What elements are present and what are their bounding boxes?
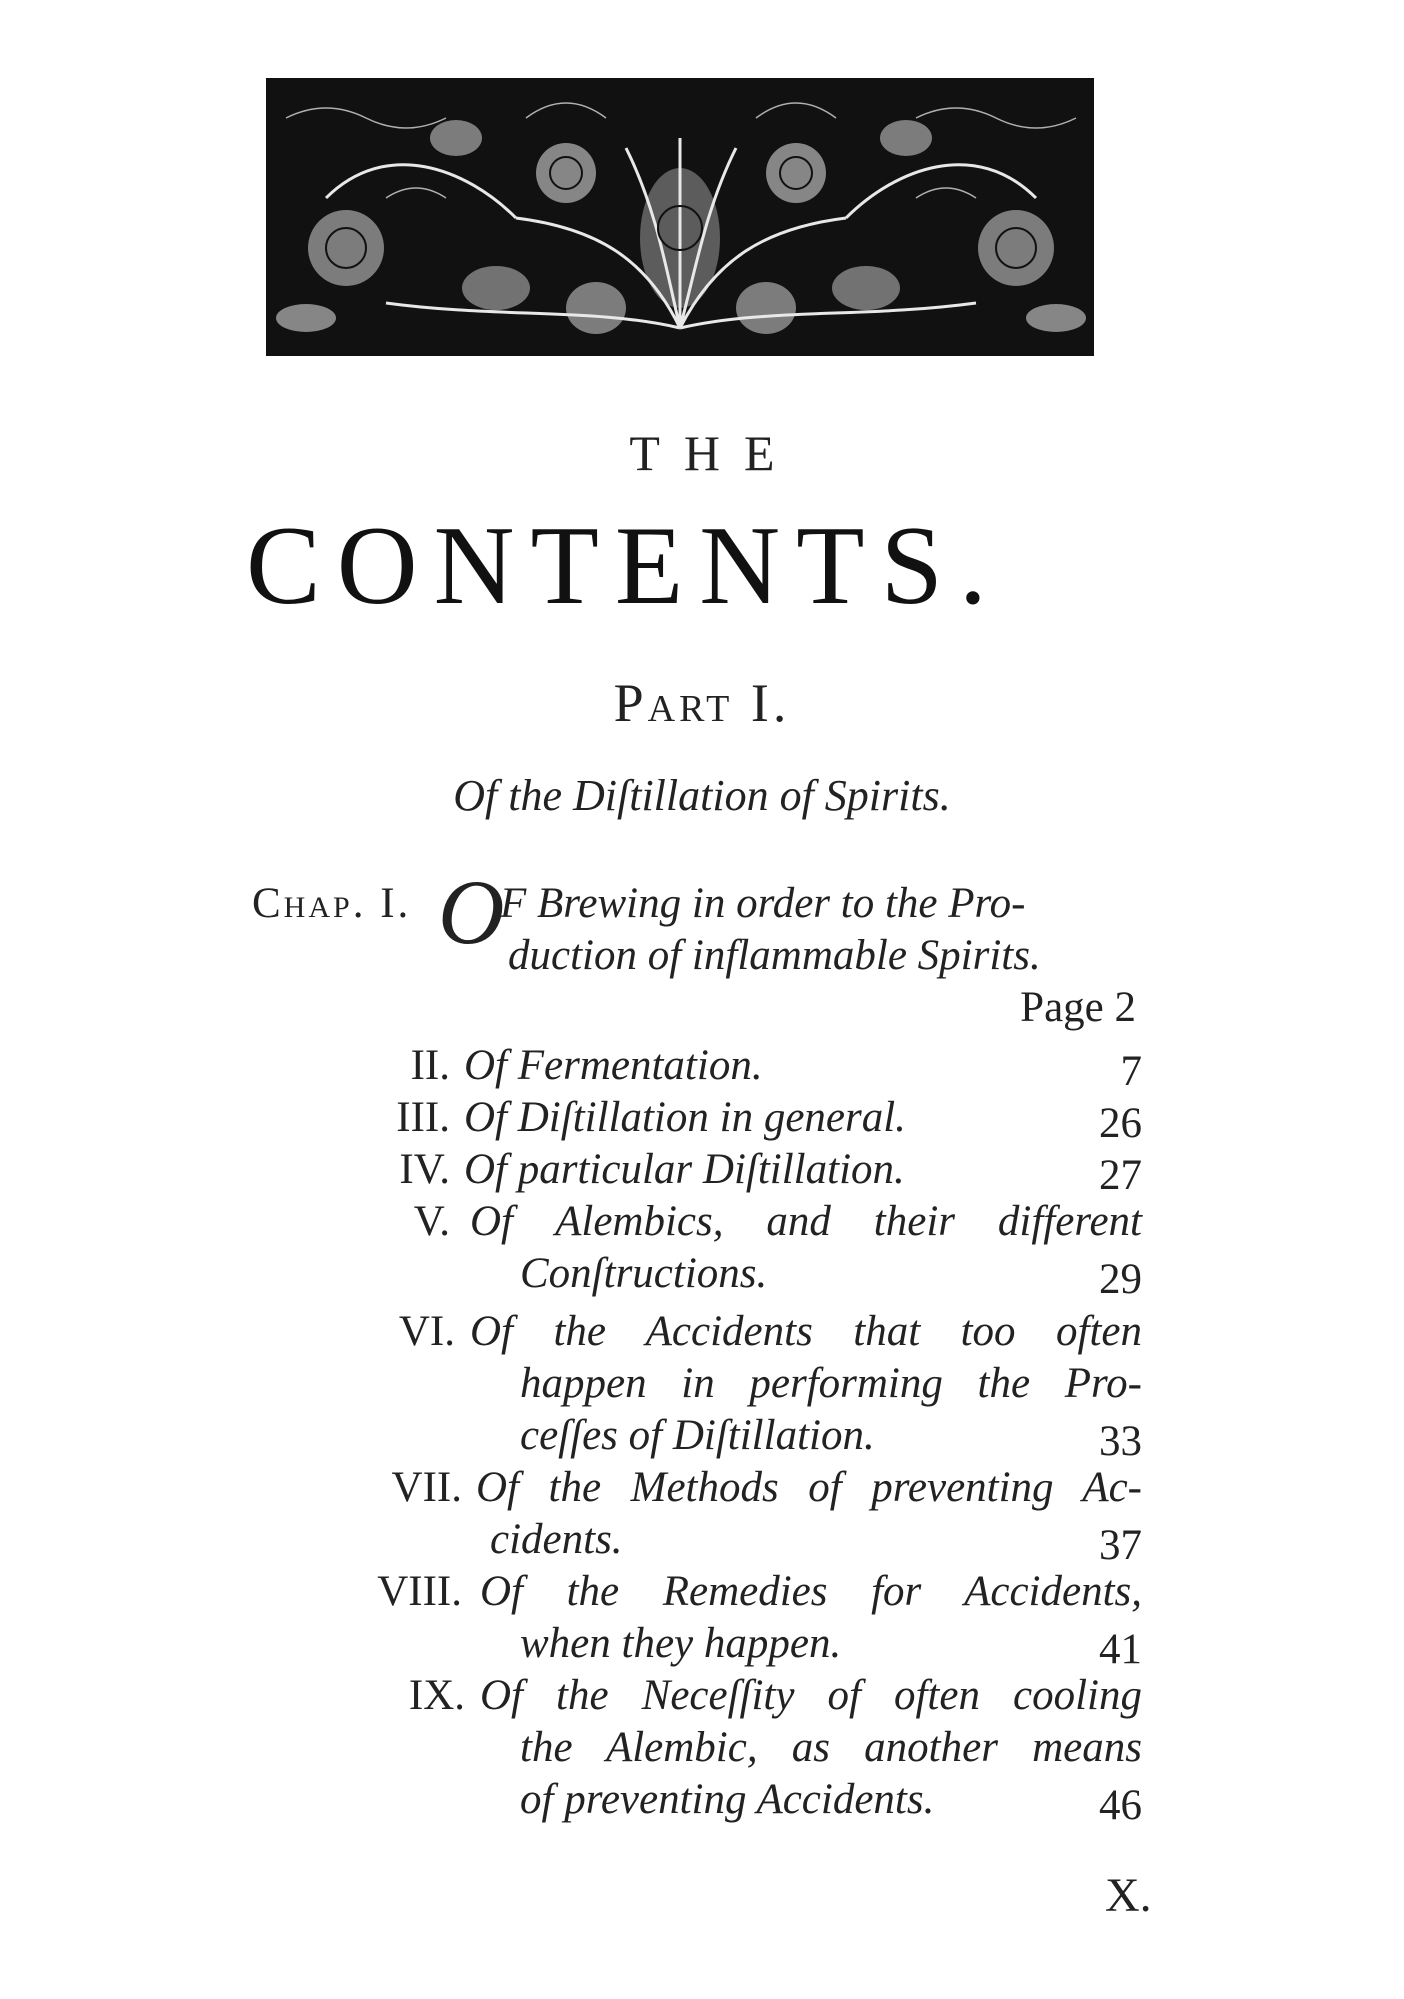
chapter-page-number: 46 (1099, 1782, 1142, 1829)
chapter-page-number: 7 (1120, 1048, 1142, 1095)
chapter-number: VIII. (377, 1568, 462, 1615)
chapter-number: II. (410, 1042, 450, 1089)
part-subtitle: Of the Diſtillation of Spirits. (453, 771, 951, 820)
chapter-title-line: Of Alembics, and their different (470, 1198, 1142, 1245)
part-heading: Part I. (613, 673, 791, 733)
floral-woodcut-headpiece (266, 78, 1094, 356)
chapter-number: IX. (408, 1672, 465, 1719)
chapter-1-page: Page 2 (1020, 984, 1136, 1031)
chapter-page-number: 26 (1099, 1100, 1142, 1147)
chapter-title-line: Of Diſtillation in general. (464, 1094, 906, 1141)
chapter-number: III. (396, 1094, 450, 1141)
drop-cap-initial: O (438, 861, 505, 963)
chapter-number: VII. (391, 1464, 462, 1511)
title-the: THE (629, 425, 799, 481)
chapter-page-number: 37 (1099, 1522, 1142, 1569)
catchword: X. (1105, 1869, 1152, 1922)
chapter-number: IV. (399, 1146, 450, 1193)
chapter-title-line: of preventing Accidents. (520, 1776, 935, 1823)
chapter-title-line: Of the Methods of preventing Ac- (476, 1464, 1142, 1511)
chapter-page-number: 27 (1099, 1152, 1142, 1199)
chapter-title-line: the Alembic, as another means (520, 1724, 1142, 1771)
chapter-title-line: when they happen. (520, 1620, 842, 1667)
chapter-title-line: Conſtructions. (520, 1250, 768, 1297)
chapter-title-line: Of the Accidents that too often (470, 1308, 1142, 1355)
chapter-page-number: 29 (1099, 1256, 1142, 1303)
chapter-1-line-1: F Brewing in order to the Pro- (500, 880, 1026, 927)
chapter-title-line: cidents. (490, 1516, 623, 1563)
chapter-page-number: 41 (1099, 1626, 1142, 1673)
chapter-title-line: happen in performing the Pro- (520, 1360, 1142, 1407)
chapter-title-line: Of particular Diſtillation. (464, 1146, 905, 1193)
chapter-number: V. (413, 1198, 450, 1245)
chapter-page-number: 33 (1099, 1418, 1142, 1465)
chapter-1-line-2: duction of inflammable Spirits. (508, 932, 1041, 979)
chapter-number: VI. (398, 1308, 455, 1355)
chapter-title-line: Of Fermentation. (464, 1042, 763, 1089)
chapter-label: Chap. I. (252, 880, 412, 927)
title-contents: CONTENTS. (246, 504, 1003, 628)
chapter-title-line: Of the Remedies for Accidents, (480, 1568, 1142, 1615)
chapter-title-line: ceſſes of Diſtillation. (520, 1412, 875, 1459)
chapter-title-line: Of the Neceſſity of often cooling (480, 1672, 1142, 1719)
floral-ornament-icon (266, 78, 1094, 356)
